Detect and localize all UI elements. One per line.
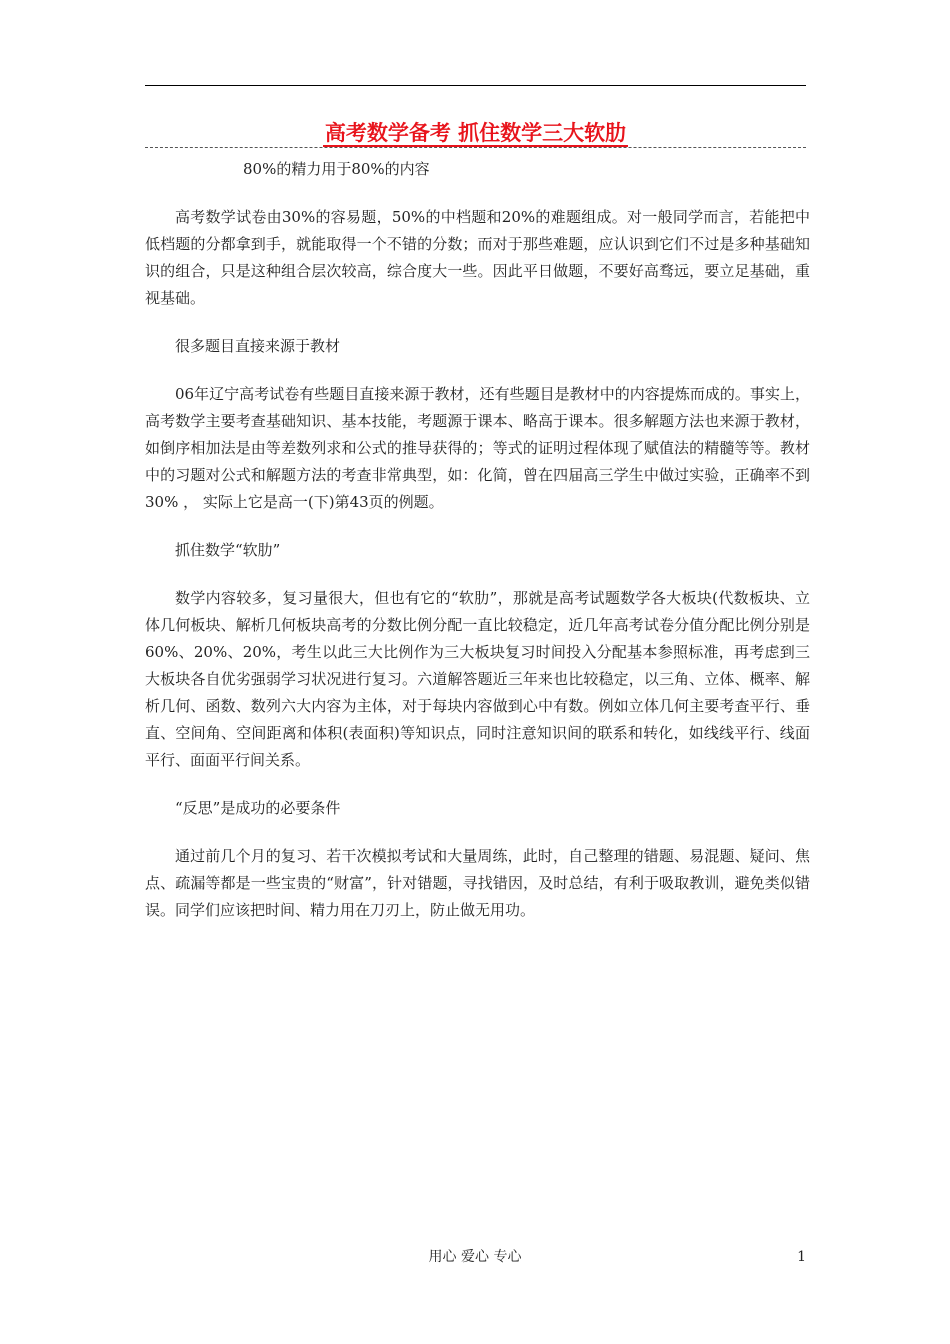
section-heading-reflection: “反思”是成功的必要条件 [175, 799, 341, 817]
header-rule [145, 85, 806, 86]
page-number: 1 [797, 1249, 806, 1265]
paragraph-weak-points: 数学内容较多，复习量很大，但也有它的“软肋”，那就是高考试题数学各大板块(代数板块、立体几何板块、解析几何板块高考的分数比例分配一直比较稳定，近几年高考试卷分值分配比例分别是60%、20%、20%，考生以此三大比例作为三大板块复习时间投入分配基本参照标准，再考虑到三大板块各自优劣强弱学习状况进行复习。六道解答题近三年来也比较稳定，以三角、立体、概率、解析几何、函数、数列六大内容为主体，对于每块内容做到心中有数。例如立体几何主要考查平行、垂直、空间角、空间距离和体积(表面积)等知识点，同时注意知识间的联系和转化，如线线平行、线面平行、面面平行间关系。 [145, 589, 810, 769]
paragraph-textbook: 06年辽宁高考试卷有些题目直接来源于教材，还有些题目是教材中的内容提炼而成的。事实上，高考数学主要考查基础知识、基本技能，考题源于课本、略高于课本。很多解题方法也来源于教材，如倒序相加法是由等差数列求和公式的推导获得的；等式的证明过程体现了赋值法的精髓等等。教材中的习题对公式和解题方法的考查非常典型，如：化简，曾在四届高三学生中做过实验，正确率不到30% ， 实际上它是高一(下)第43页的例题。 [145, 385, 810, 511]
section-heading-textbook: 很多题目直接来源于教材 [175, 337, 341, 355]
document-title: 高考数学备考 抓住数学三大软肋 [324, 120, 627, 145]
paragraph-exam-composition: 高考数学试卷由30%的容易题，50%的中档题和20%的难题组成。对一般同学而言，若能把中低档题的分都拿到手，就能取得一个不错的分数；而对于那些难题，应认识到它们不过是多种基础知识的组合，只是这种组合层次较高，综合度大一些。因此平日做题，不要好高骛远，要立足基础，重视基础。 [145, 208, 810, 307]
section-heading-weak-points: 抓住数学“软肋” [175, 541, 281, 559]
document-body [145, 156, 810, 924]
document-title-wrap [145, 118, 806, 148]
paragraph-reflection: 通过前几个月的复习、若干次模拟考试和大量周练，此时，自己整理的错题、易混题、疑问、焦点、疏漏等都是一些宝贵的“财富”，针对错题，寻找错因，及时总结，有利于吸取教训，避免类似错误。同学们应该把时间、精力用在刀刃上，防止做无用功。 [145, 847, 810, 919]
footer-slogan: 用心 爱心 专心 [428, 1249, 522, 1265]
section-heading-effort: 80%的精力用于80%的内容 [243, 160, 430, 178]
title-row [145, 118, 806, 154]
